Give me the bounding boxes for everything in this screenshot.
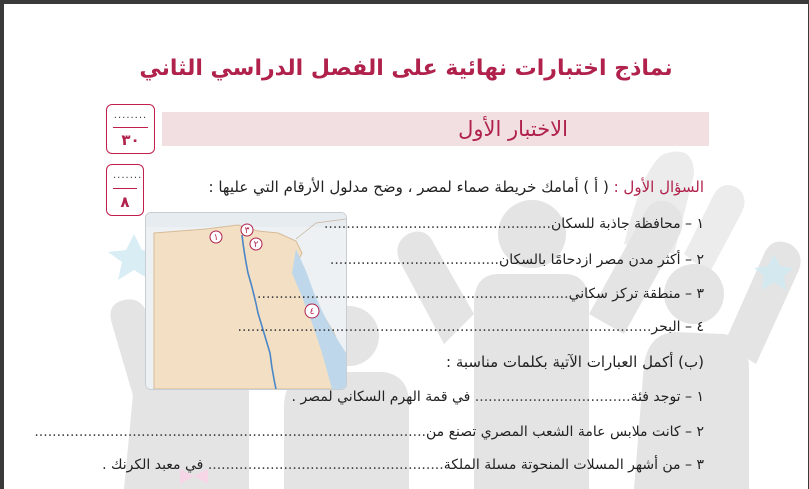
- list-item: [238, 319, 704, 335]
- list-item: [330, 252, 704, 268]
- item-text-end: في معبد الكرنك .: [102, 457, 204, 473]
- worksheet-page: [4, 4, 808, 489]
- question-heading: [209, 178, 704, 196]
- test-score-total: ٣٠: [121, 131, 140, 149]
- score-divider: [113, 127, 148, 128]
- list-item: [292, 389, 704, 405]
- map-label-4-text: ٤: [309, 307, 315, 317]
- answer-blank[interactable]: ...................................: [474, 389, 631, 405]
- answer-blank[interactable]: .............................................................................................: [237, 319, 652, 335]
- question-label: السؤال الأول :: [613, 178, 704, 196]
- map-label-3: [241, 224, 253, 236]
- item-text: ٣ – من أشهر المسلات المنحوتة مسلة الملكة: [443, 457, 704, 473]
- page-title: نماذج اختبارات نهائية على الفصل الدراسي الثاني: [139, 56, 673, 81]
- map-label-2-text: ٢: [253, 240, 259, 250]
- answer-blank[interactable]: ...................................................: [323, 216, 551, 232]
- map-label-1: [210, 231, 222, 243]
- item-text: ٣ – منطقة تركز سكاني: [568, 286, 704, 302]
- list-item: [324, 216, 704, 232]
- part-b-instruction: (ب) أكمل العبارات الآتية بكلمات مناسبة :: [446, 353, 704, 371]
- question-score-total: ٨: [120, 193, 130, 211]
- answer-blank[interactable]: .....................................................: [207, 457, 444, 473]
- item-text: ١ – محافظة جاذبة للسكان: [550, 216, 704, 232]
- score-divider: [113, 188, 137, 189]
- test-title: الاختبار الأول: [458, 117, 568, 141]
- list-item: [102, 457, 704, 473]
- answer-blank[interactable]: ......................................................................: [257, 286, 569, 302]
- map-label-2: [250, 238, 262, 250]
- item-text: ٢ – كانت ملابس عامة الشعب المصري تصنع من: [425, 424, 704, 440]
- list-item: [257, 286, 704, 302]
- map-label-4: [305, 304, 319, 318]
- answer-blank[interactable]: ......................................: [329, 252, 499, 268]
- answer-blank[interactable]: ........................................................................................: [34, 424, 426, 440]
- item-text: ١ – توجد فئة: [630, 389, 704, 405]
- list-item: [34, 424, 704, 440]
- test-score-blank: ........: [113, 110, 148, 121]
- test-score-box: [106, 104, 155, 154]
- map-label-3-text: ٣: [244, 226, 250, 236]
- question-score-box: [106, 164, 144, 216]
- part-a-instruction: ( أ ) أمامك خريطة صماء لمصر ، وضح مدلول الأرقام التي عليها :: [208, 178, 614, 196]
- item-text: ٢ – أكثر مدن مصر ازدحامًا بالسكان: [499, 252, 704, 268]
- item-text: ٤ – البحر: [651, 319, 704, 335]
- test-banner: [162, 112, 709, 146]
- item-text-end: في قمة الهرم السكاني لمصر .: [291, 389, 471, 405]
- map-label-1-text: ١: [213, 233, 219, 243]
- question-score-blank: .......: [113, 170, 143, 181]
